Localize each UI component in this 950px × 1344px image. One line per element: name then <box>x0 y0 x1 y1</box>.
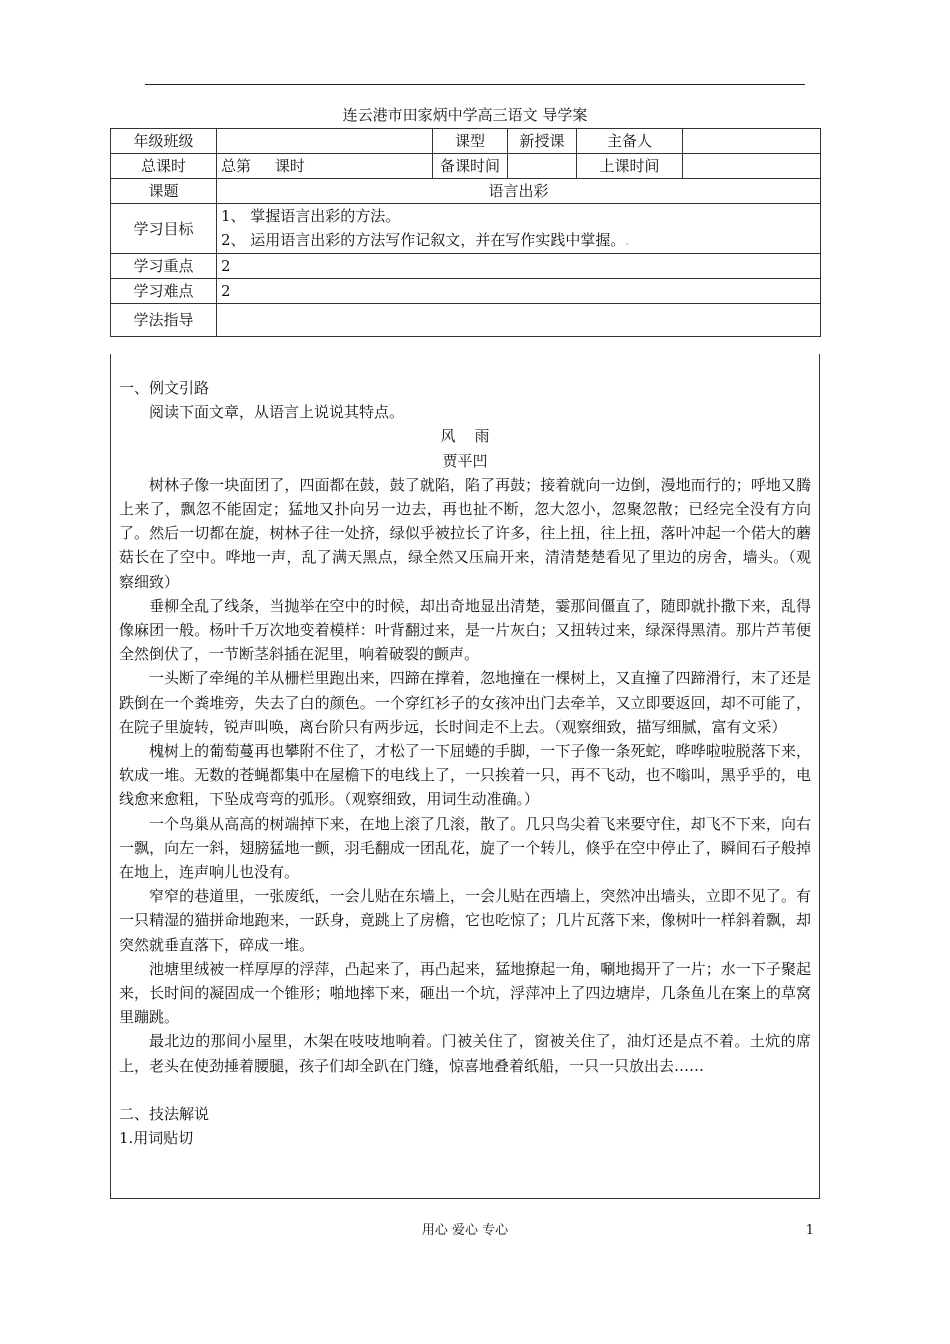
difficulties-value: 2 <box>217 279 821 304</box>
article-author: 贾平凹 <box>442 451 488 470</box>
table-row <box>111 304 821 337</box>
class-time-label: 上课时间 <box>577 154 683 179</box>
objective-1: 1、 掌握语言出彩的方法。 <box>221 207 401 225</box>
key-points-label: 学习重点 <box>111 254 217 279</box>
article-paragraph: 池塘里绒被一样厚厚的浮萍，凸起来了，再凸起来，猛地撩起一角，唰地揭开了一片；水一下子聚起来，长时间的凝固成一个锥形；啪地摔下来，砸出一个坑，浮萍冲上了四边塘岸，几条鱼儿在案上的草窝里蹦跳。 <box>119 959 811 1027</box>
table-row <box>111 279 821 304</box>
section-heading: 二、技法解说 <box>119 1104 210 1123</box>
document-title: 连云港市田家炳中学高三语文 导学案 <box>342 106 588 124</box>
objectives-label: 学习目标 <box>111 204 217 254</box>
preparer-value-cell[interactable] <box>683 129 821 154</box>
total-hours-value: 总第 课时 <box>217 154 433 179</box>
page-number: 1 <box>805 1223 814 1238</box>
course-type-value: 新授课 <box>508 129 577 154</box>
table-row <box>111 179 821 204</box>
table-row <box>111 154 821 179</box>
table-row <box>111 129 821 154</box>
prep-time-label: 备课时间 <box>433 154 508 179</box>
grade-label: 年级班级 <box>111 129 217 154</box>
article-paragraph: 一个鸟巢从高高的树端掉下来，在地上滚了几滚，散了。几只鸟尖着飞来要守住，却飞不下来，向右一飘，向左一斜，翅膀猛地一颤，羽毛翻成一团乱花，旋了一个转儿，倏乎在空中停止了，瞬间石子般掉在地上，连声响儿也没有。 <box>119 814 811 882</box>
objective-2: 2、 运用语言出彩的方法写作记叙文，并在写作实践中掌握。. <box>221 231 630 249</box>
topic-label: 课题 <box>111 179 217 204</box>
total-hours-label: 总课时 <box>111 154 217 179</box>
stray-dot: . <box>625 234 630 248</box>
article-paragraph: 最北边的那间小屋里，木架在吱吱地响着。门被关住了，窗被关住了，油灯还是点不着。土炕的席上，老头在使劲捶着腰腿，孩子们却全趴在门缝，惊喜地叠着纸船，一只一只放出去…… <box>119 1032 811 1075</box>
class-time-value-cell[interactable] <box>683 154 821 179</box>
course-info-table <box>110 128 821 337</box>
section-heading: 一、例文引路 <box>119 379 210 397</box>
preparer-label: 主备人 <box>577 129 683 154</box>
method-label: 学法指导 <box>111 304 217 337</box>
course-type-label: 课型 <box>433 129 508 154</box>
table-row <box>111 254 821 279</box>
key-points-value: 2 <box>217 254 821 279</box>
lesson-content <box>110 354 820 1199</box>
article-paragraph: 树林子像一块面团了，四面都在鼓，鼓了就陷，陷了再鼓；接着就向一边倒，漫地而行的；呼地又腾上来了，飘忽不能固定；猛地又扑向另一边去，再也扯不断，忽大忽小，忽聚忽散；已经完全没有方向了。然后一切都在旋，树林子往一处挤，绿似乎被拉长了许多，往上扭，往上扭，落叶冲起一个偌大的蘑菇长在了空中。哗地一声，乱了满天黑点，绿全然又压扁开来，清清楚楚看见了里边的房舍，墙头。（观察细致） <box>119 475 811 591</box>
subsection-heading: 1.用词贴切 <box>119 1129 194 1148</box>
table-row <box>111 204 821 254</box>
spacer <box>119 1078 811 1102</box>
article-paragraph: 垂柳全乱了线条，当抛举在空中的时候，却出奇地显出清楚，霎那间僵直了，随即就扑撒下来，乱得像麻团一般。杨叶千万次地变着模样：叶背翻过来，是一片灰白；又扭转过来，绿深得黑清。那片芦苇便全然倒伏了，一节断茎斜插在泥里，响着破裂的颤声。 <box>119 596 811 664</box>
prep-time-value-cell[interactable] <box>508 154 577 179</box>
objectives-cell <box>217 204 821 254</box>
difficulties-label: 学习难点 <box>111 279 217 304</box>
article-paragraph: 窄窄的巷道里，一张废纸，一会儿贴在东墙上，一会儿贴在西墙上，突然冲出墙头，立即不见了。有一只精湿的猫拼命地跑来，一跃身，竟跳上了房檐，它也吃惊了；几片瓦落下来，像树叶一样斜着飘，却突然就垂直落下，碎成一堆。 <box>119 887 811 954</box>
reading-instruction: 阅读下面文章，从语言上说说其特点。 <box>149 403 405 422</box>
topic-value: 语言出彩 <box>217 179 821 204</box>
header-rule <box>145 84 805 85</box>
grade-value-cell[interactable] <box>217 129 433 154</box>
article-title: 风 雨 <box>440 427 490 446</box>
article-paragraph: 槐树上的葡萄蔓再也攀附不住了，才松了一下屈蜷的手脚，一下子像一条死蛇，哗哗啦啦脱落下来，软成一堆。无数的苍蝇都集中在屋檐下的电线上了，一只挨着一只，再不飞动，也不嗡叫，黑乎乎的，电线愈来愈粗，下坠成弯弯的弧形。（观察细致，用词生动准确。） <box>119 742 811 809</box>
article-paragraph: 一头断了牵绳的羊从栅栏里跑出来，四蹄在撑着，忽地撞在一棵树上，又直撞了四蹄滑行，末了还是跌倒在一个粪堆旁，失去了白的颜色。一个穿红衫子的女孩冲出门去牵羊，又立即要返回，却不可能了，在院子里旋转，锐声叫唤，离台阶只有两步远，长时间走不上去。（观察细致，描写细腻，富有文采） <box>119 669 811 736</box>
footer-motto: 用心 爱心 专心 <box>421 1223 509 1238</box>
method-value-cell[interactable] <box>217 304 821 337</box>
